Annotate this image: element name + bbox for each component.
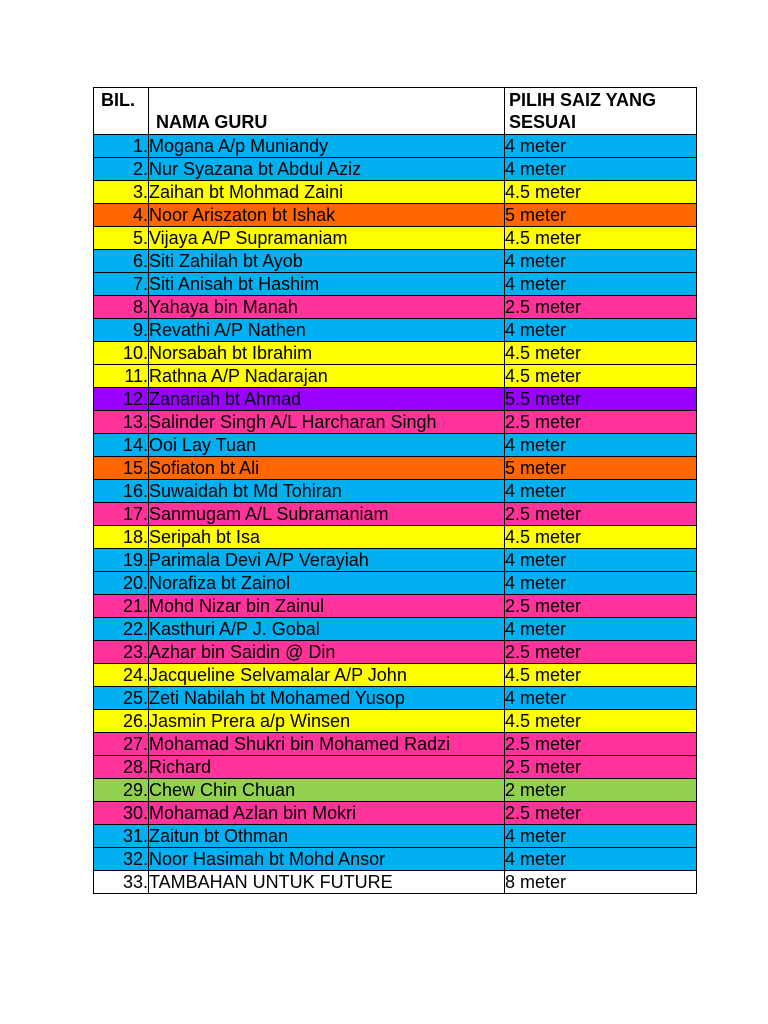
teacher-name: Richard [149,756,505,779]
teacher-name: Yahaya bin Manah [149,296,505,319]
teacher-name: Seripah bt Isa [149,526,505,549]
row-number: 7. [94,273,149,296]
row-number: 31. [94,825,149,848]
table-row [94,319,697,342]
teacher-name: Rathna A/P Nadarajan [149,365,505,388]
size-value: 4 meter [505,618,697,641]
table-row [94,273,697,296]
table-row [94,204,697,227]
teacher-name: Kasthuri A/P J. Gobal [149,618,505,641]
row-number: 22. [94,618,149,641]
teacher-name: TAMBAHAN UNTUK FUTURE [149,871,505,894]
table-row [94,595,697,618]
row-number: 20. [94,572,149,595]
size-value: 4 meter [505,848,697,871]
header-saiz-label-line1: PILIH SAIZ YANG [509,90,657,110]
teacher-name: Zaitun bt Othman [149,825,505,848]
size-value: 4 meter [505,158,697,181]
row-number: 13. [94,411,149,434]
teacher-name: Zeti Nabilah bt Mohamed Yusop [149,687,505,710]
teacher-name: Siti Anisah bt Hashim [149,273,505,296]
teacher-name: Revathi A/P Nathen [149,319,505,342]
teacher-name: Nur Syazana bt Abdul Aziz [149,158,505,181]
size-value: 2.5 meter [505,296,697,319]
size-value: 8 meter [505,871,697,894]
size-value: 4 meter [505,825,697,848]
teacher-name: Noor Hasimah bt Mohd Ansor [149,848,505,871]
size-value: 2.5 meter [505,503,697,526]
size-value: 4 meter [505,250,697,273]
teacher-name: Azhar bin Saidin @ Din [149,641,505,664]
table-row [94,227,697,250]
row-number: 5. [94,227,149,250]
size-value: 5.5 meter [505,388,697,411]
table-row [94,158,697,181]
row-number: 1. [94,135,149,158]
size-value: 2.5 meter [505,595,697,618]
row-number: 2. [94,158,149,181]
size-value: 4 meter [505,135,697,158]
teacher-name: Salinder Singh A/L Harcharan Singh [149,411,505,434]
header-bil-label: BIL. [101,90,135,110]
table-row [94,687,697,710]
size-value: 4 meter [505,572,697,595]
table-row [94,572,697,595]
table-row [94,388,697,411]
teacher-name: Zaihan bt Mohmad Zaini [149,181,505,204]
header-row [94,88,697,135]
teacher-size-table [93,87,697,894]
table-row [94,480,697,503]
table-row [94,434,697,457]
row-number: 29. [94,779,149,802]
size-value: 2.5 meter [505,756,697,779]
table-row [94,871,697,894]
table-row [94,618,697,641]
table-row [94,181,697,204]
table-row [94,549,697,572]
table-row [94,365,697,388]
row-number: 3. [94,181,149,204]
size-value: 4 meter [505,273,697,296]
table-row [94,710,697,733]
table-row [94,526,697,549]
row-number: 30. [94,802,149,825]
row-number: 11. [94,365,149,388]
teacher-name: Zanariah bt Ahmad [149,388,505,411]
size-value: 2.5 meter [505,641,697,664]
size-value: 4 meter [505,687,697,710]
size-value: 4.5 meter [505,526,697,549]
table-row [94,802,697,825]
size-value: 4 meter [505,549,697,572]
header-saiz-label-line2: SESUAI [509,112,577,132]
teacher-name: Mohd Nizar bin Zainul [149,595,505,618]
teacher-name: Jacqueline Selvamalar A/P John [149,664,505,687]
teacher-name: Mogana A/p Muniandy [149,135,505,158]
size-value: 2.5 meter [505,802,697,825]
row-number: 4. [94,204,149,227]
table-row [94,825,697,848]
table-row [94,779,697,802]
table-row [94,342,697,365]
teacher-name: Suwaidah bt Md Tohiran [149,480,505,503]
row-number: 15. [94,457,149,480]
table-row [94,250,697,273]
table-row [94,733,697,756]
table-row [94,296,697,319]
size-value: 4.5 meter [505,365,697,388]
teacher-name: Chew Chin Chuan [149,779,505,802]
teacher-name: Sofiaton bt Ali [149,457,505,480]
table-row [94,641,697,664]
row-number: 21. [94,595,149,618]
table-row [94,848,697,871]
size-value: 4 meter [505,480,697,503]
row-number: 23. [94,641,149,664]
header-saiz [505,88,697,135]
row-number: 10. [94,342,149,365]
size-value: 2.5 meter [505,411,697,434]
row-number: 26. [94,710,149,733]
row-number: 9. [94,319,149,342]
row-number: 27. [94,733,149,756]
header-nama-guru-label: NAMA GURU [156,112,268,132]
table-row [94,664,697,687]
size-value: 4 meter [505,434,697,457]
row-number: 18. [94,526,149,549]
teacher-name: Sanmugam A/L Subramaniam [149,503,505,526]
teacher-name: Ooi Lay Tuan [149,434,505,457]
teacher-name: Vijaya A/P Supramaniam [149,227,505,250]
size-value: 5 meter [505,457,697,480]
row-number: 33. [94,871,149,894]
table-body [94,135,697,894]
row-number: 17. [94,503,149,526]
teacher-name: Mohamad Shukri bin Mohamed Radzi [149,733,505,756]
header-nama-guru [149,88,505,135]
row-number: 14. [94,434,149,457]
row-number: 25. [94,687,149,710]
row-number: 12. [94,388,149,411]
table-row [94,135,697,158]
size-value: 4 meter [505,319,697,342]
table-row [94,503,697,526]
size-value: 4.5 meter [505,342,697,365]
row-number: 24. [94,664,149,687]
teacher-name: Parimala Devi A/P Verayiah [149,549,505,572]
row-number: 16. [94,480,149,503]
header-bil [94,88,149,135]
teacher-name: Noor Ariszaton bt Ishak [149,204,505,227]
size-value: 4.5 meter [505,664,697,687]
size-value: 4.5 meter [505,227,697,250]
row-number: 32. [94,848,149,871]
size-value: 2.5 meter [505,733,697,756]
teacher-name: Norsabah bt Ibrahim [149,342,505,365]
teacher-name: Mohamad Azlan bin Mokri [149,802,505,825]
teacher-name: Jasmin Prera a/p Winsen [149,710,505,733]
table-row [94,756,697,779]
row-number: 6. [94,250,149,273]
size-value: 4.5 meter [505,181,697,204]
teacher-name: Norafiza bt Zainol [149,572,505,595]
size-value: 2 meter [505,779,697,802]
size-value: 5 meter [505,204,697,227]
teacher-name: Siti Zahilah bt Ayob [149,250,505,273]
table-row [94,411,697,434]
size-value: 4.5 meter [505,710,697,733]
table-row [94,457,697,480]
row-number: 8. [94,296,149,319]
row-number: 19. [94,549,149,572]
row-number: 28. [94,756,149,779]
